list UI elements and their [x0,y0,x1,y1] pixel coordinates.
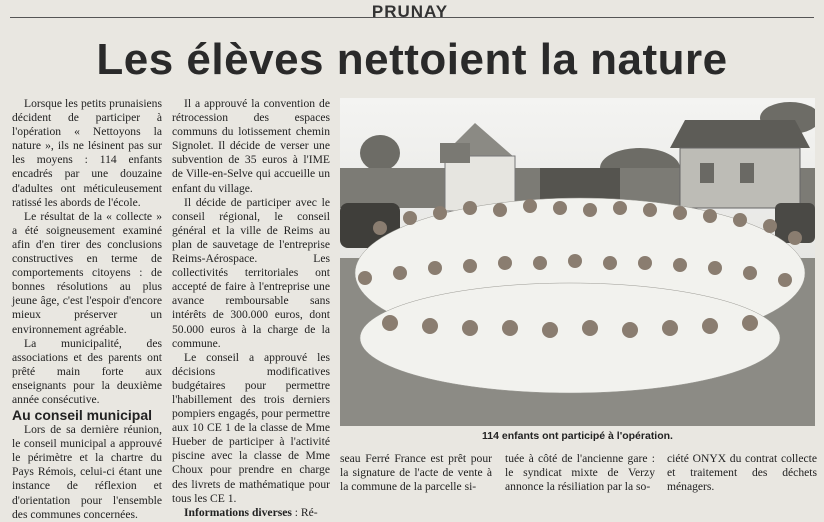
paragraph [172,506,330,520]
paragraph: Il a approuvé la convention de rétrocession des espaces communs du lotissement chemin Signolet. Il décide de verser une subvention de 35 euros à l'IME de Ville-en-Selve qui accueille un enfant du village. [172,97,330,195]
building-right [670,120,810,208]
subheading: Au conseil municipal [12,407,153,424]
article-column-1 [12,97,162,522]
paragraph-text: : Ré- [291,505,318,519]
run-in-label: Informations diverses [184,505,292,519]
paragraph: La municipalité, des associations et des parents ont prêté main forte aux enseignants pour la deuxième année consécutive. [12,336,162,406]
photo-caption: 114 enfants ont participé à l'opération. [482,430,673,442]
paragraph: Lorsque les petits prunaisiens décident de participer à l'opération « Nettoyons la nature », ils ne lésinent pas sur les moyens : 114 enfants encadrés par une douzaine d'adultes ont méticuleusement ratissé les abords de l'école. [12,97,162,209]
paragraph: Le résultat de la « collecte » a été soigneusement examiné afin d'en tirer des conclusions constructives en terme de comportements citoyens : de bonnes résolutions au plus jeune âge, c'est l'espoir d'encore mieux préserver un environnement agréable. [12,209,162,336]
article-column-2 [172,97,330,520]
paragraph: Lors de sa dernière réunion, le conseil municipal a approuvé le périmètre et la chartre du Pays Rémois, celui-ci étant une instance de réflexion et d'orientation pour l'ensemble des communes concernées. [12,423,162,521]
paragraph: Le conseil a approuvé les décisions modificatives budgétaires pour permettre l'habillement des trois derniers pompiers engagés, pour permettre aux 10 CE 1 de la classe de Mme Hueber de participer à l'activité piscine avec la classe de Mme Choux pour prendre en charge des livrets de mathématique pour tous les CE 1. [172,350,330,505]
children-group [355,198,805,393]
bottom-column-3: ciété ONYX du contrat collecte et traitement des déchets ménagers. [667,452,817,494]
top-rule [10,17,814,18]
paragraph: Il décide de participer avec le conseil régional, le conseil général et la ville de Reims au plan de sauvetage de l'entreprise Reims-Aérospace. Les collectivités territoriales ont accepté de faire à l'entreprise une avance remboursable sans intérêts de 300.000 euros, dont 50.000 euros à la charge de la commune. [172,195,330,350]
bottom-column-2: tuée à côté de l'ancienne gare : le syndicat mixte de Verzy annonce la résiliation par la so- [505,452,655,494]
photo-illustration [340,98,815,426]
bottom-column-1: seau Ferré France est prêt pour la signature de l'acte de vente à la commune de la parcelle si- [340,452,492,494]
group-photo [340,98,815,426]
section-rubric: PRUNAY [371,2,449,21]
headline: Les élèves nettoient la nature [96,35,728,84]
